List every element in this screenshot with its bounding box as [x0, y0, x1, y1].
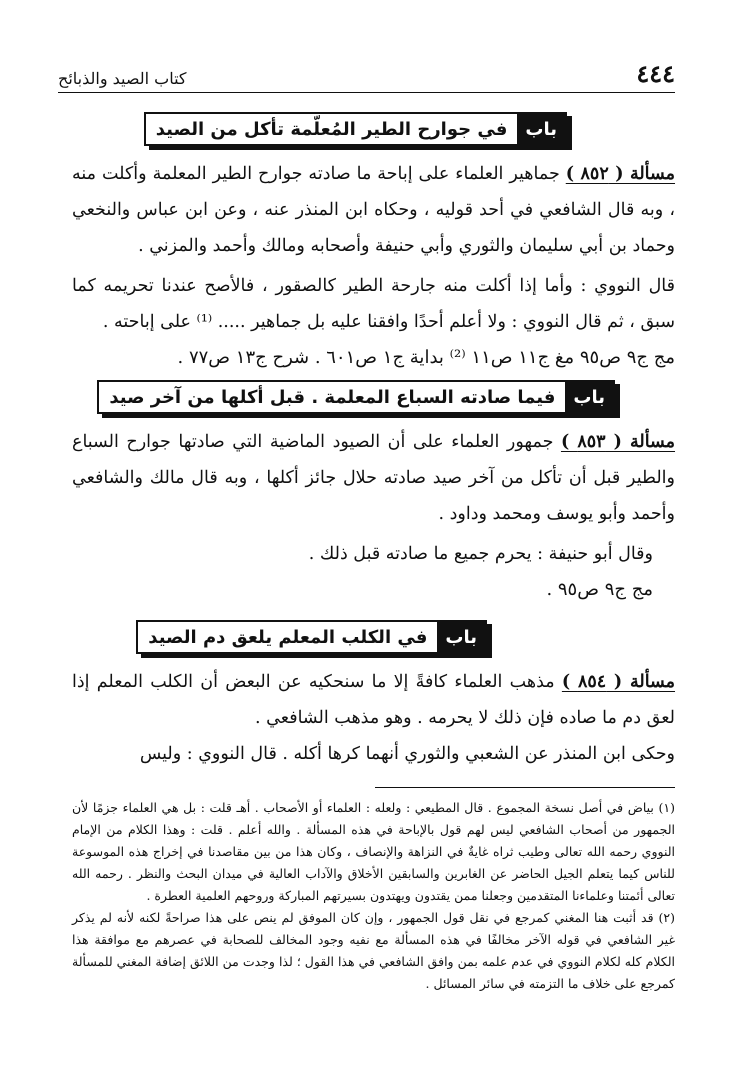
issue-paragraph [72, 156, 675, 264]
issue-text: جماهير العلماء على إباحة ما صادته جوارح الطير المعلمة وأكلت منه ، وبه قال الشافعي في أحد قوليه ، وحكاه ابن المنذر عنه ، وعن ابن عباس والنخعي وحماد بن أبي سليمان والثوري وأبي حنيفة وأصحابه ومالك وأحمد والمزني . [72, 164, 675, 256]
chapter-heading [97, 380, 615, 414]
issue-block [72, 156, 675, 376]
issue-block [72, 664, 675, 772]
body-paragraph: قال النووي : وأما إذا أكلت منه جارحة الطير كالصقور ، فالأصح عندنا تحريمه كما سبق ، ثم قال النووي : ولا أعلم أحدًا وافقنا عليه بل جماهير ..... ⁽¹⁾ على إباحته . [72, 276, 675, 332]
page-number: ٤٤٤ [636, 59, 675, 88]
body-paragraph: وقال أبو حنيفة : يحرم جميع ما صادته قبل ذلك . [308, 544, 653, 564]
issue-paragraph [72, 664, 675, 736]
chapter-label: باب [565, 382, 613, 412]
issue-block [72, 424, 675, 608]
reference-line: مج ج٩ ص٩٥ مغ ج١١ ص١١ ⁽²⁾ بداية ج١ ص٦٠١ . شرح ج١٣ ص٧٧ . [177, 347, 675, 368]
issue-text: مذهب العلماء كافةً إلا ما سنحكيه عن البعض أن الكلب المعلم إذا لعق دم ما صاده فإن ذلك لا يحرمه . وهو مذهب الشافعي . [72, 672, 675, 728]
issue-text: جمهور العلماء على أن الصيود الماضية التي صادتها جوارح السباع والطير قبل أن تأكل من آخر صيد صادته حلال جائز أكلها ، وبه قال مالك والشافعي وأحمد وأبو يوسف ومحمد وداود . [72, 432, 675, 524]
issue-label: مسألة ( ٨٥٤ ) [561, 672, 676, 692]
chapter-title: في الكلب المعلم يلعق دم الصيد [148, 626, 428, 648]
footnote: (١) بياض في أصل نسخة المجموع . قال المطيعي : ولعله : العلماء أو الأصحاب . أهـ قلت : بل هي العلماء جزمًا لأن الجمهور من أصحاب الشافعي ليس لهم قول بالإباحة في هذه المسألة . والله أعلم . قلت : وهذا الكلام من الإمام النووي رحمه الله تعالى وطيب ثراه غايةٌ في النزاهة والإنصاف ، وكان هذا من بين مقاصدنا في إخراج هذه الموسوعة للناس كيما يتعلم الجيل الحاضر عن الغابرين والسابقين الأخلاق والآداب العالية في ميدان البحث والنظر . رحمه الله تعالى أئمتنا وعلماءنا المتقدمين وجعلنا ممن يقتدون ويهتدون بسيرتهم المباركة وروحهم العلمية العطرة . [72, 800, 675, 903]
footnote-divider [375, 787, 675, 788]
chapter-title: فيما صادته السباع المعلمة . قبل أكلها من آخر صيد [109, 386, 556, 408]
chapter-heading [136, 620, 487, 654]
footnote: (٢) قد أثبت هنا المغني كمرجع في نقل قول الجمهور ، وإن كان الموفق لم ينص على هذا صراحةً لكنه لأنه لم يذكر غير الشافعي في قوله الآخر مخالفًا في هذه المسألة مع نفيه وجود المخالف للصحابة في عصرهم مع موافقة هذا الكلام كله لكلام النووي في عدم علمه بمن وافق الشافعي في هذا القول ؛ لذا وجدت من اللائق إضافة المغني للمسألة كمرجع على خلاف ما التزمته في سائر المسائل . [72, 910, 675, 991]
footnotes [72, 797, 675, 995]
issue-label: مسألة ( ٨٥٢ ) [565, 164, 676, 184]
body-paragraph: وحكى ابن المنذر عن الشعبي والثوري أنهما كرها أكله . قال النووي : وليس [139, 744, 675, 764]
chapter-heading [144, 112, 567, 146]
issue-paragraph [72, 424, 675, 532]
issue-label: مسألة ( ٨٥٣ ) [560, 432, 676, 452]
chapter-title: في جوارح الطير المُعلّمة تأكل من الصيد [155, 118, 508, 140]
book-title: كتاب الصيد والذبائح [58, 69, 187, 88]
chapter-label: باب [517, 114, 565, 144]
reference-line: مج ج٩ ص٩٥ . [546, 579, 653, 600]
page-header [58, 58, 675, 93]
chapter-label: باب [437, 622, 485, 652]
